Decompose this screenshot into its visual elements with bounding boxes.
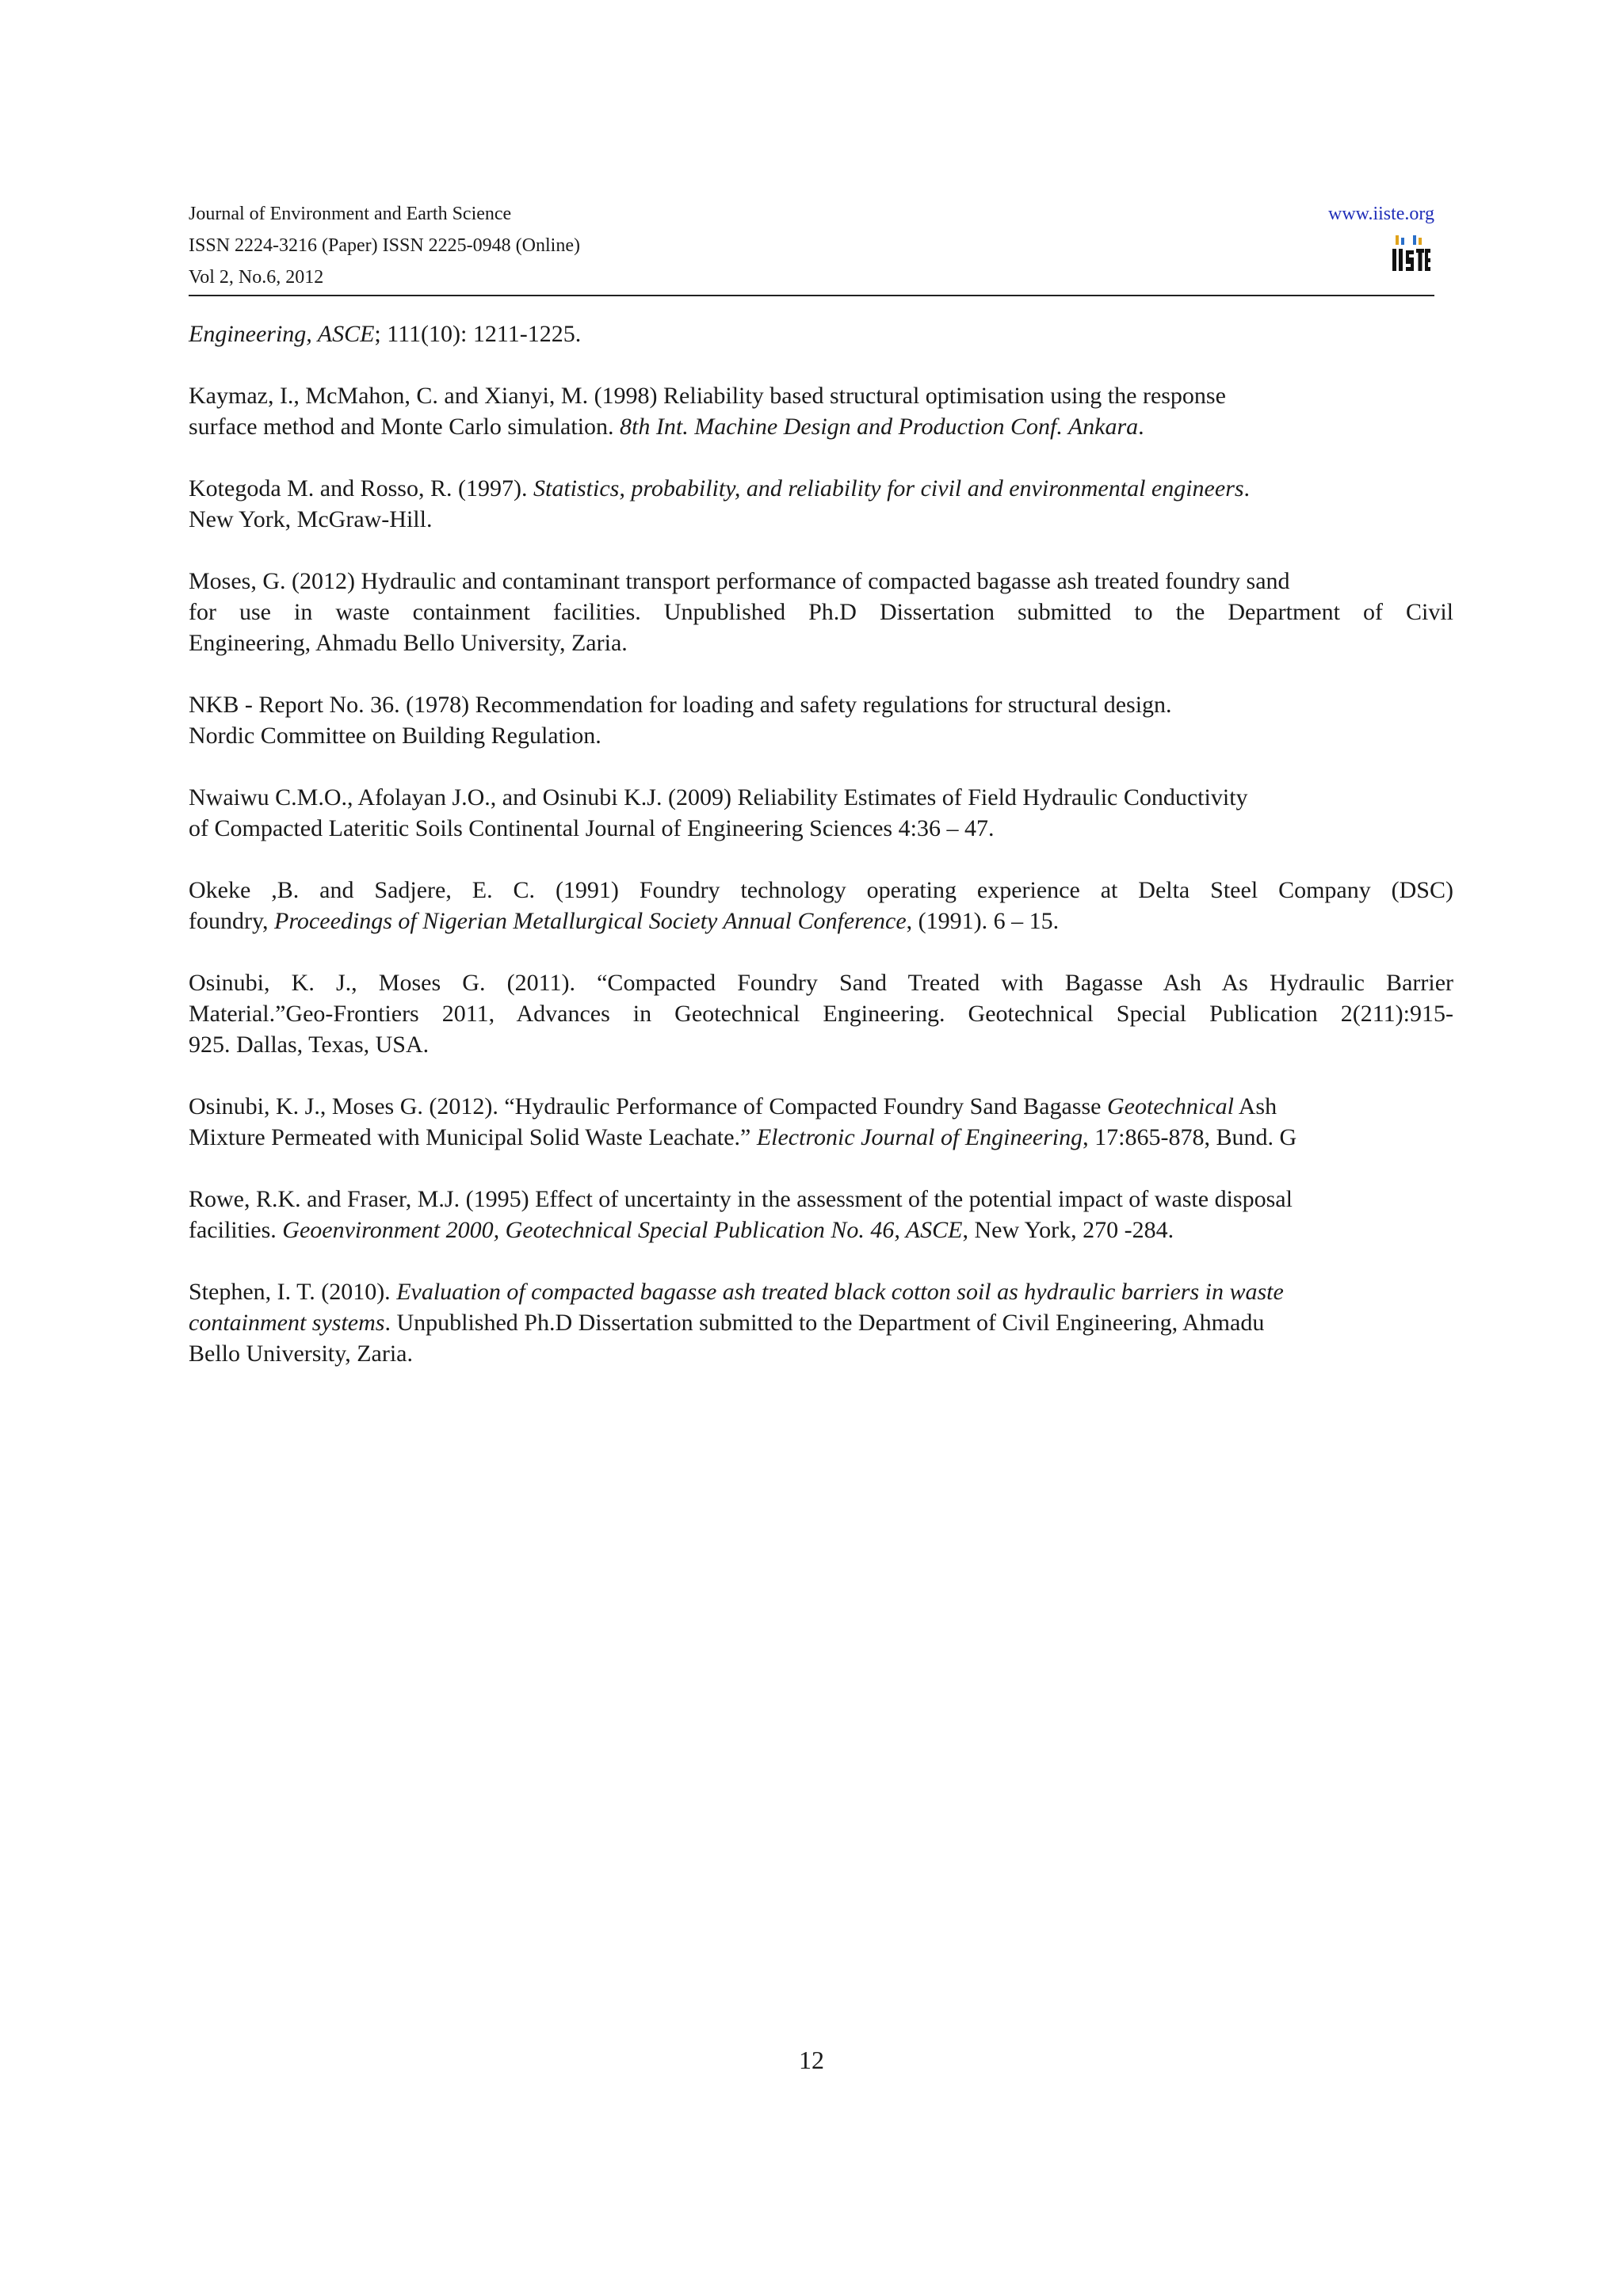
reference-text: for use in waste containment facilities. Unpublished Ph.D Dissertation submitted to the Department of Civil [189,599,1453,625]
reference-entry [189,782,1453,844]
issn-line: ISSN 2224-3216 (Paper) ISSN 2225-0948 (Online) [189,235,580,256]
reference-line [189,689,1453,720]
page-number: 12 [799,2046,824,2074]
reference-text: NKB - Report No. 36. (1978) Recommendation for loading and safety regulations for structural design. [189,692,1172,718]
reference-line [189,627,1453,658]
volume-line: Vol 2, No.6, 2012 [189,267,324,288]
reference-text: surface method and Monte Carlo simulation. [189,414,621,440]
reference-line [189,1029,1453,1060]
reference-text: , (1991). 6 – 15. [906,908,1060,934]
reference-text: Kaymaz, I., McMahon, C. and Xianyi, M. (1998) Reliability based structural optimisation using the response [189,383,1226,409]
italic-text: Geotechnical [1106,1093,1234,1119]
reference-line [189,504,1453,535]
reference-line [189,967,1453,998]
reference-entry [189,1091,1453,1153]
reference-text: Okeke ,B. and Sadjere, E. C. (1991) Foundry technology operating experience at Delta Steel Company (DSC) [189,877,1453,903]
reference-text: Engineering, Ahmadu Bello University, Zaria. [189,630,628,656]
reference-text: Osinubi, K. J., Moses G. (2011). “Compacted Foundry Sand Treated with Bagasse Ash As Hydraulic Barrier [189,970,1453,996]
reference-text: 925. Dallas, Texas, USA. [189,1032,430,1058]
reference-line [189,875,1453,906]
reference-entry [189,689,1453,751]
reference-line [189,813,1453,844]
iiste-logo-icon [1390,233,1431,274]
reference-text: Rowe, R.K. and Fraser, M.J. (1995) Effect of uncertainty in the assessment of the potential impact of waste disposal [189,1186,1293,1212]
reference-line [189,473,1453,504]
italic-text: Evaluation of compacted bagasse ash treated black cotton soil as hydraulic barriers in waste [396,1279,1284,1305]
reference-list [189,318,1453,1400]
reference-text: . [1243,475,1251,502]
reference-line [189,380,1453,411]
italic-text: Geoenvironment 2000, Geotechnical Special Publication No. 46, ASCE [282,1217,963,1243]
italic-text: Engineering, ASCE [189,321,375,347]
reference-entry [189,473,1453,535]
italic-text: 8th Int. Machine Design and Production Conf. Ankara [620,414,1139,440]
reference-line [189,1338,1453,1369]
italic-text: Electronic Journal of Engineering [756,1124,1083,1150]
reference-text: . [1138,414,1144,440]
reference-line [189,782,1453,813]
running-header [189,198,1434,296]
reference-text: Nwaiwu C.M.O., Afolayan J.O., and Osinubi K.J. (2009) Reliability Estimates of Field Hydraulic Conductivity [189,784,1248,810]
reference-entry [189,380,1453,442]
reference-line [189,597,1453,627]
reference-text: foundry, [189,908,275,934]
reference-line [189,1091,1453,1122]
reference-entry [189,318,1453,349]
reference-text: Stephen, I. T. (2010). [189,1279,397,1305]
reference-entry [189,1184,1453,1245]
reference-text: Material.”Geo-Frontiers 2011, Advances in Geotechnical Engineering. Geotechnical Special Publication 2(211):915- [189,1001,1453,1027]
reference-text: of Compacted Lateritic Soils Continental Journal of Engineering Sciences 4:36 – 47. [189,815,995,841]
reference-line [189,318,1453,349]
reference-text: ; 111(10): 1211-1225. [374,321,582,347]
website-link[interactable]: www.iiste.org [1328,204,1434,224]
reference-line [189,1184,1453,1215]
header-rule [189,295,1434,296]
reference-text: , 17:865-878, Bund. G [1083,1124,1297,1150]
reference-text: . Unpublished Ph.D Dissertation submitted to the Department of Civil Engineering, Ahmadu [384,1310,1265,1336]
reference-line [189,1307,1453,1338]
reference-line [189,720,1453,751]
reference-line [189,998,1453,1029]
reference-entry [189,967,1453,1060]
reference-line [189,1276,1453,1307]
reference-text: Mixture Permeated with Municipal Solid Waste Leachate.” [189,1124,757,1150]
italic-text: Statistics, probability, and reliability for civil and environmental engineers [533,475,1244,502]
reference-text: , New York, 270 -284. [962,1217,1174,1243]
reference-text: Kotegoda M. and Rosso, R. (1997). [189,475,533,502]
reference-line [189,566,1453,597]
reference-text: Bello University, Zaria. [189,1341,413,1367]
italic-text: Proceedings of Nigerian Metallurgical Society Annual Conference [274,908,907,934]
reference-line [189,1215,1453,1245]
reference-line [189,411,1453,442]
reference-text: facilities. [189,1217,283,1243]
reference-line [189,1122,1453,1153]
reference-text: Osinubi, K. J., Moses G. (2012). “Hydraulic Performance of Compacted Foundry Sand Bagasse [189,1093,1107,1119]
reference-entry [189,875,1453,936]
reference-line [189,906,1453,936]
reference-text: Nordic Committee on Building Regulation. [189,723,601,749]
reference-text: New York, McGraw-Hill. [189,506,433,532]
reference-entry [189,1276,1453,1369]
reference-entry [189,566,1453,658]
reference-text: Ash [1233,1093,1277,1119]
reference-text: Moses, G. (2012) Hydraulic and contaminant transport performance of compacted bagasse ash treated foundry sand [189,568,1290,594]
italic-text: containment systems [189,1310,385,1336]
journal-title: Journal of Environment and Earth Science [189,204,512,224]
